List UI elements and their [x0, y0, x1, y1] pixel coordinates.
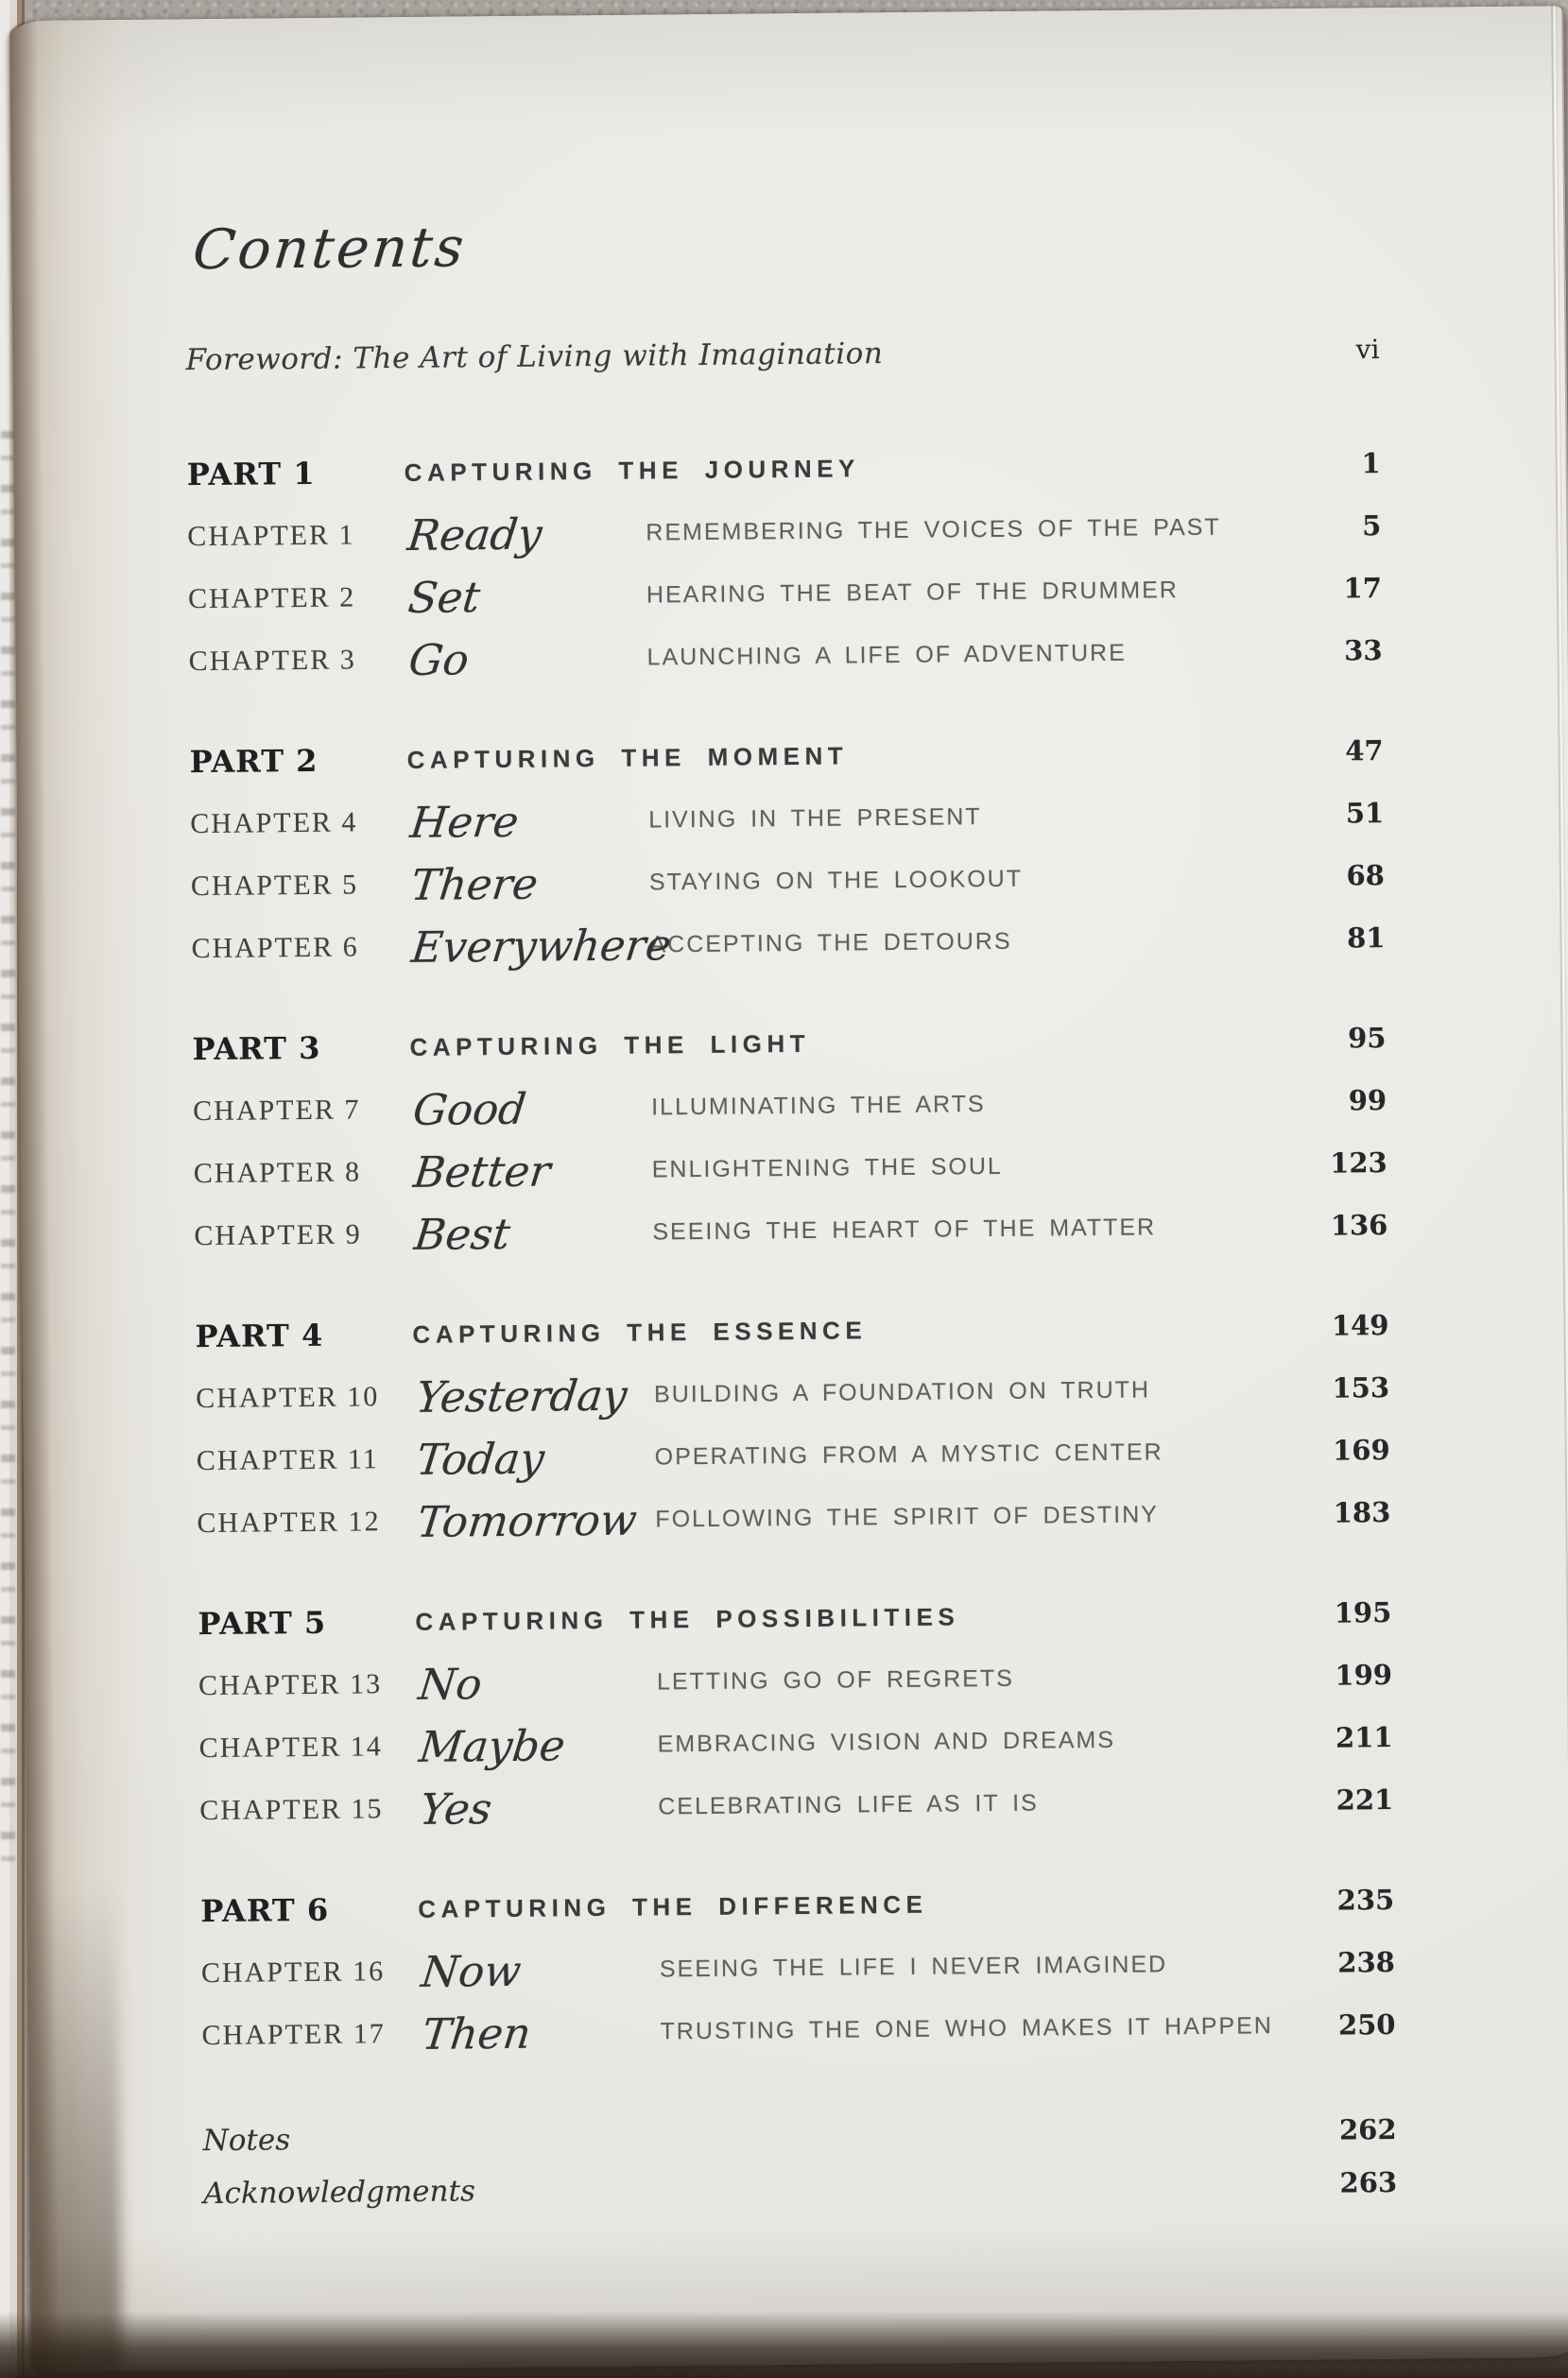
part-row: [200, 1869, 1395, 1942]
foreword-page-number: vi: [1355, 333, 1380, 365]
chapter-label: CHAPTER 16: [200, 1956, 386, 1990]
chapter-description: ILLUMINATING THE ARTS: [651, 1090, 986, 1120]
chapter-label: CHAPTER 17: [201, 2018, 386, 2052]
contents-page: [9, 6, 1568, 2372]
part-page-number: 195: [1334, 1595, 1392, 1629]
chapter-page-number: 238: [1337, 1945, 1396, 1979]
part-page-number: 95: [1347, 1022, 1387, 1055]
showthrough-marks: [1, 406, 15, 1881]
part-row: [198, 1581, 1392, 1655]
part-label: PART 6: [200, 1891, 330, 1930]
chapter-name: Better: [411, 1145, 554, 1198]
backmatter-label: Notes: [202, 2123, 291, 2159]
part-row: [192, 1007, 1387, 1080]
foreword-row: [185, 318, 1380, 391]
chapter-row: [198, 1706, 1393, 1780]
chapter-page-number: 33: [1344, 634, 1383, 667]
chapter-page-number: 81: [1346, 922, 1386, 955]
chapter-label: CHAPTER 5: [190, 869, 359, 903]
chapter-name: There: [408, 858, 541, 910]
chapter-row: [196, 1419, 1390, 1492]
chapter-page-number: 123: [1330, 1146, 1387, 1180]
part-label: PART 1: [186, 455, 316, 493]
chapter-name: Set: [405, 571, 483, 623]
chapter-row: [194, 1194, 1388, 1267]
table-of-contents: [182, 8, 1397, 2220]
chapter-label: CHAPTER 11: [196, 1443, 379, 1477]
part-page-number: 47: [1345, 734, 1384, 767]
chapter-name: Go: [405, 633, 472, 685]
chapter-label: CHAPTER 15: [199, 1793, 384, 1827]
chapter-description: FOLLOWING THE SPIRIT OF DESTINY: [655, 1500, 1159, 1532]
chapter-description: EMBRACING VISION AND DREAMS: [657, 1726, 1116, 1757]
chapter-page-number: 99: [1348, 1084, 1387, 1117]
chapter-label: CHAPTER 10: [195, 1381, 380, 1415]
chapter-label: CHAPTER 4: [190, 806, 358, 840]
chapter-row: [190, 782, 1385, 855]
chapter-page-number: 221: [1335, 1783, 1394, 1817]
chapter-label: CHAPTER 7: [193, 1094, 361, 1128]
chapter-description: LIVING IN THE PRESENT: [648, 802, 982, 833]
chapter-row: [196, 1356, 1390, 1430]
chapter-page-number: 51: [1345, 797, 1385, 830]
chapter-page-number: 169: [1332, 1433, 1390, 1467]
part-label: PART 5: [198, 1604, 327, 1643]
chapter-description: HEARING THE BEAT OF THE DRUMMER: [646, 576, 1180, 609]
chapter-row: [188, 619, 1383, 693]
page-edge-lines: [1546, 6, 1568, 2357]
part-title: CAPTURING THE DIFFERENCE: [418, 1889, 928, 1923]
chapter-name: Now: [419, 1945, 525, 1997]
chapter-description: STAYING ON THE LOOKOUT: [648, 865, 1024, 895]
chapter-label: CHAPTER 9: [194, 1218, 362, 1252]
chapter-name: No: [416, 1658, 485, 1710]
part-title: CAPTURING THE JOURNEY: [404, 453, 861, 487]
chapter-label: CHAPTER 14: [198, 1731, 383, 1765]
backmatter-page-number: 262: [1338, 2112, 1397, 2146]
part-label: PART 2: [189, 742, 319, 781]
chapter-description: SEEING THE HEART OF THE MATTER: [652, 1213, 1157, 1245]
chapter-page-number: 153: [1332, 1371, 1390, 1404]
chapter-name: Then: [419, 2008, 534, 2059]
chapter-page-number: 17: [1343, 572, 1383, 605]
chapter-description: LETTING GO OF REGRETS: [656, 1664, 1014, 1695]
chapter-name: Yesterday: [413, 1370, 630, 1422]
part-page-number: 149: [1331, 1309, 1389, 1342]
chapter-name: Best: [411, 1208, 513, 1260]
part-title: CAPTURING THE MOMENT: [406, 740, 849, 774]
chapter-label: CHAPTER 3: [188, 644, 356, 678]
backmatter-page-number: 263: [1339, 2165, 1398, 2199]
gutter-bottom-shadow: [27, 1880, 122, 2372]
chapter-description: LAUNCHING A LIFE OF ADVENTURE: [646, 639, 1127, 671]
chapter-page-number: 183: [1333, 1495, 1391, 1529]
chapter-name: Yes: [417, 1783, 495, 1835]
chapter-name: Everywhere: [408, 919, 674, 973]
chapter-row: [197, 1481, 1391, 1555]
chapter-description: ENLIGHTENING THE SOUL: [651, 1152, 1003, 1182]
chapter-row: [198, 1644, 1393, 1717]
chapter-page-number: 136: [1330, 1209, 1388, 1242]
page-title: Contents: [190, 215, 470, 283]
chapter-name: Tomorrow: [414, 1494, 640, 1547]
part-page-number: 235: [1336, 1883, 1395, 1917]
chapter-description: BUILDING A FOUNDATION ON TRUTH: [653, 1375, 1151, 1407]
chapter-row: [191, 906, 1386, 980]
part-label: PART 4: [195, 1317, 324, 1355]
chapter-description: SEEING THE LIFE I NEVER IMAGINED: [659, 1950, 1168, 1982]
part-row: [189, 719, 1384, 793]
part-row: [186, 432, 1381, 506]
part-title: CAPTURING THE ESSENCE: [412, 1315, 868, 1349]
chapter-page-number: 250: [1337, 2008, 1396, 2042]
part-title: CAPTURING THE POSSIBILITIES: [415, 1601, 960, 1636]
chapter-description: OPERATING FROM A MYSTIC CENTER: [654, 1438, 1163, 1470]
chapter-description: CELEBRATING LIFE AS IT IS: [658, 1789, 1039, 1819]
backmatter-label: Acknowledgments: [203, 2174, 476, 2212]
part-page-number: 1: [1361, 447, 1381, 480]
chapter-name: Good: [410, 1083, 529, 1135]
chapter-label: CHAPTER 6: [191, 931, 359, 965]
chapter-name: Today: [413, 1433, 547, 1485]
chapter-name: Ready: [405, 508, 545, 560]
chapter-description: REMEMBERING THE VOICES OF THE PAST: [646, 513, 1221, 546]
chapter-label: CHAPTER 2: [187, 581, 356, 615]
chapter-row: [188, 557, 1383, 630]
chapter-page-number: 211: [1335, 1720, 1393, 1754]
part-title: CAPTURING THE LIGHT: [409, 1028, 811, 1061]
chapter-label: CHAPTER 12: [197, 1506, 381, 1540]
backmatter-row: [203, 2156, 1397, 2220]
chapter-page-number: 5: [1361, 509, 1382, 543]
chapter-label: CHAPTER 8: [193, 1156, 362, 1190]
part-row: [195, 1294, 1389, 1368]
chapter-description: ACCEPTING THE DETOURS: [649, 927, 1012, 957]
chapter-description: TRUSTING THE ONE WHO MAKES IT HAPPEN: [660, 2011, 1274, 2044]
chapter-row: [201, 1931, 1396, 2005]
chapter-row: [193, 1069, 1387, 1143]
chapter-page-number: 199: [1335, 1658, 1393, 1692]
part-label: PART 3: [192, 1029, 321, 1068]
chapter-row: [191, 844, 1386, 918]
chapter-page-number: 68: [1346, 859, 1386, 892]
chapter-row: [199, 1768, 1394, 1842]
chapter-label: CHAPTER 1: [187, 519, 355, 553]
chapter-name: Here: [407, 796, 522, 848]
chapter-name: Maybe: [416, 1719, 568, 1772]
chapter-label: CHAPTER 13: [198, 1668, 383, 1702]
chapter-row: [187, 494, 1382, 568]
chapter-row: [194, 1131, 1388, 1205]
foreword-label: Foreword: The Art of Living with Imagination: [185, 336, 884, 378]
chapter-row: [201, 1993, 1396, 2067]
